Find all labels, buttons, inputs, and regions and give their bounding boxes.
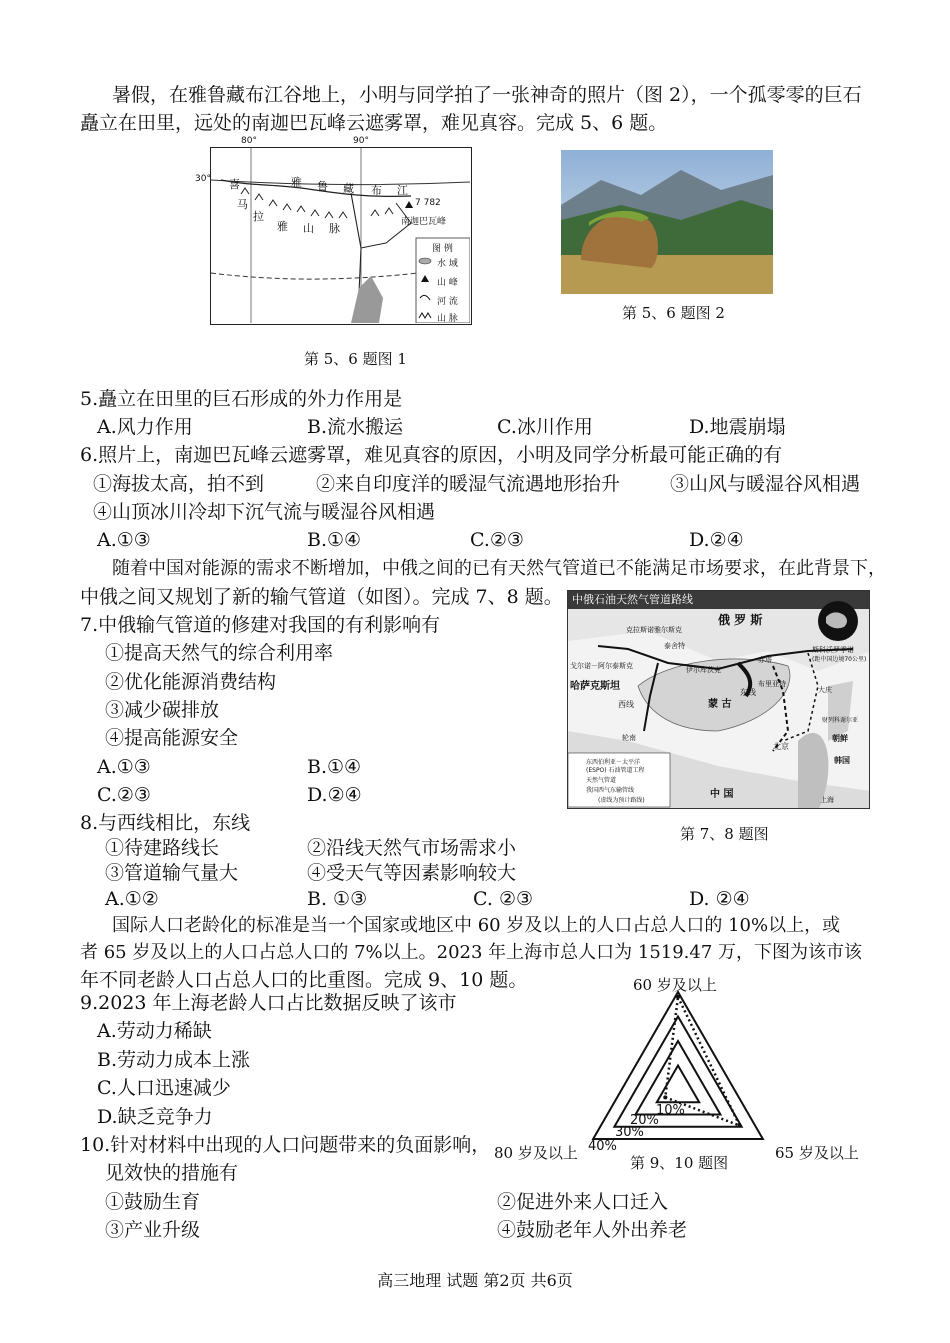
peak-height: 7 782 — [415, 198, 441, 208]
q6-item-3: ③山风与暖湿谷风相遇 — [670, 473, 861, 495]
legend-peak: 山 峰 — [437, 278, 458, 288]
q10-item-4: ④鼓励老年人外出养老 — [497, 1219, 688, 1241]
label-south-korea: 韩国 — [834, 756, 850, 765]
label-russia: 俄 罗 斯 — [718, 613, 763, 627]
label-buryatia: 布里亚特 — [758, 680, 786, 688]
fig3-caption: 第 7、8 题图 — [680, 825, 769, 843]
label-lunnan: 轮南 — [622, 734, 636, 742]
q6-option-d: D.②④ — [689, 529, 744, 551]
radar-ring-label: 10% — [656, 1103, 685, 1118]
passage3-line1: 国际人口老龄化的标准是当一个国家或地区中 60 岁及以上的人口占总人口的 10%以上，或 — [112, 915, 841, 936]
q8-option-a: A.①② — [105, 888, 159, 910]
label-90: 90° — [353, 136, 369, 146]
label-china: 中 国 — [710, 789, 734, 800]
mtn-char-2: 拉 — [253, 210, 264, 223]
river-char-0: 雅 — [291, 176, 302, 189]
q9-option-c: C.人口迅速减少 — [97, 1077, 231, 1099]
legend-gas: 天然气管道 — [586, 777, 617, 784]
boulder-photo-icon — [561, 150, 773, 294]
q6-option-a: A.①③ — [97, 529, 151, 551]
label-30: 30° — [195, 174, 211, 184]
label-beijing: 北京 — [773, 742, 789, 751]
radar-ring-10 — [657, 1066, 699, 1103]
label-north-korea: 朝鲜 — [832, 734, 848, 743]
label-skovorodino: 斯科沃罗季诺 — [812, 646, 854, 654]
radar-ring-label: 40% — [588, 1139, 617, 1154]
q9-stem: 9.2023 年上海老龄人口占比数据反映了该市 — [80, 992, 457, 1014]
legend-planned: (虚线为预计路线) — [598, 797, 645, 804]
radar-series-point — [663, 1095, 667, 1099]
mtn-char-5: 脉 — [329, 222, 340, 235]
q5-stem: 5.矗立在田里的巨石形成的外力作用是 — [80, 388, 403, 410]
map-pipeline-title: 中俄石油天然气管道路线 — [568, 591, 870, 609]
peak-name: 南迦巴瓦峰 — [401, 217, 447, 227]
river-char-3: 布 — [371, 184, 382, 197]
river-char-4: 江 — [397, 184, 408, 197]
map-pipeline — [567, 590, 870, 809]
label-krasnoyarsk: 克拉斯诺雅尔斯克 — [626, 626, 682, 634]
river-char-2: 藏 — [343, 182, 354, 195]
passage3-line3: 年不同老龄人口占总人口的比重图。完成 9、10 题。 — [80, 969, 528, 991]
q6-item-1: ①海拔太高，拍不到 — [93, 473, 265, 495]
q7-option-a: A.①③ — [97, 756, 151, 778]
label-daqing: 大庆 — [818, 686, 832, 694]
q9-option-b: B.劳动力成本上涨 — [97, 1049, 251, 1071]
q7-item-3: ③减少碳排放 — [105, 699, 220, 721]
page-footer: 高三地理 试题 第2页 共6页 — [377, 1271, 573, 1290]
label-irkutsk: 伊尔库茨克 — [686, 666, 721, 674]
q10-item-3: ③产业升级 — [105, 1219, 201, 1241]
q7-stem: 7.中俄输气管道的修建对我国的有利影响有 — [80, 614, 441, 636]
passage3-line2: 者 65 岁及以上的人口占总人口的 7%以上。2023 年上海市总人口为 1519.47 万，下图为该市该 — [80, 942, 863, 963]
label-gorno-altaysk: 戈尔诺－阿尔泰斯克 — [570, 662, 633, 670]
legend-espo-1: 东西伯利亚－太平洋 — [586, 759, 641, 766]
legend-espo-2: (ESPO) 石油管道工程 — [586, 767, 645, 774]
map-yarlung-tsangpo — [195, 136, 472, 325]
legend-mountain: 山 脉 — [437, 314, 458, 324]
peak-icon — [405, 201, 413, 208]
q7-option-c: C.②③ — [97, 784, 151, 806]
q10-item-2: ②促进外来人口迁入 — [497, 1191, 669, 1213]
label-chita: 赤塔 — [758, 656, 772, 664]
mtn-char-4: 山 — [303, 222, 314, 235]
q6-option-b: B.①④ — [307, 529, 362, 551]
label-shanghai: 上海 — [820, 796, 834, 804]
q8-option-b: B. ①③ — [307, 888, 368, 910]
legend-title: 图 例 — [432, 244, 453, 254]
radar-axis-label: 65 岁及以上 — [775, 1144, 859, 1162]
radar-axis-label: 80 岁及以上 — [494, 1144, 578, 1162]
q8-item-2: ②沿线天然气市场需求小 — [307, 837, 517, 859]
q8-option-d: D. ②④ — [689, 888, 750, 910]
radar-svg — [490, 972, 870, 1177]
q8-option-c: C. ②③ — [473, 888, 534, 910]
label-west-line: 西线 — [618, 700, 634, 709]
label-east-line: 东线 — [740, 688, 756, 697]
aging-radar-chart — [490, 972, 870, 1177]
radar-series-point — [738, 1124, 742, 1128]
q10-stem-line2: 见效快的措施有 — [105, 1162, 239, 1184]
passage1-line1: 暑假，在雅鲁藏布江谷地上，小明与同学拍了一张神奇的照片（图 2），一个孤零零的巨石 — [112, 84, 862, 106]
q8-item-1: ①待建路线长 — [105, 837, 220, 859]
label-seaport: 财列科谢尔亚 — [822, 717, 859, 724]
fig1-caption: 第 5、6 题图 1 — [304, 350, 407, 368]
q7-item-4: ④提高能源安全 — [105, 727, 239, 749]
q8-item-4: ④受天气等因素影响较大 — [307, 862, 517, 884]
water-body — [351, 276, 383, 323]
label-border-distance: (距中国边境70公里) — [812, 656, 867, 663]
label-kazakhstan: 哈萨克斯坦 — [570, 681, 620, 692]
q5-option-a: A.风力作用 — [97, 416, 193, 438]
q10-stem-line1: 10.针对材料中出现的人口问题带来的负面影响， — [80, 1134, 491, 1156]
radar-ring-label: 30% — [615, 1125, 644, 1140]
mtn-char-1: 马 — [237, 198, 248, 211]
q6-stem: 6.照片上，南迦巴瓦峰云遮雾罩，难见真容的原因，小明及同学分析最可能正确的有 — [80, 444, 783, 466]
label-taishet: 泰舍特 — [664, 642, 685, 650]
q7-option-b: B.①④ — [307, 756, 362, 778]
q7-option-d: D.②④ — [307, 784, 362, 806]
label-80: 80° — [241, 136, 257, 146]
q7-item-1: ①提高天然气的综合利用率 — [105, 642, 334, 664]
map-svg — [211, 148, 470, 323]
passage2-line2: 中俄之间又规划了新的输气管道（如图）。完成 7、8 题。 — [80, 586, 563, 608]
radar-ring-label: 20% — [630, 1113, 659, 1128]
mtn-char-3: 雅 — [277, 220, 288, 233]
fig2-caption: 第 5、6 题图 2 — [622, 304, 725, 322]
legend-water: 水 域 — [437, 259, 458, 269]
q6-item-4: ④山顶冰川冷却下沉气流与暖湿谷风相遇 — [93, 501, 436, 523]
q8-stem: 8.与西线相比，东线 — [80, 812, 251, 834]
passage1-line2: 矗立在田里，远处的南迦巴瓦峰云遮雾罩，难见真容。完成 5、6 题。 — [80, 112, 668, 134]
q9-option-d: D.缺乏竞争力 — [97, 1106, 213, 1128]
q6-option-c: C.②③ — [470, 529, 524, 551]
q9-option-a: A.劳动力稀缺 — [97, 1020, 212, 1042]
legend-river: 河 流 — [437, 297, 458, 307]
passage2-line1: 随着中国对能源的需求不断增加，中俄之间的已有天然气管道已不能满足市场要求，在此背景下， — [112, 558, 886, 579]
q5-option-d: D.地震崩塌 — [689, 416, 786, 438]
q5-option-c: C.冰川作用 — [497, 416, 593, 438]
radar-axis-label: 60 岁及以上 — [633, 976, 717, 994]
mtn-char-0: 喜 — [229, 178, 240, 191]
legend-west-east: 我国西气东输管线 — [586, 787, 635, 794]
q7-item-2: ②优化能源消费结构 — [105, 671, 277, 693]
q5-option-b: B.流水搬运 — [307, 416, 404, 438]
label-mongolia: 蒙 古 — [708, 699, 732, 710]
radar-series-point — [676, 995, 680, 999]
q10-item-1: ①鼓励生育 — [105, 1191, 201, 1213]
legend-water-icon — [419, 258, 431, 264]
river-char-1: 鲁 — [317, 180, 328, 193]
q8-item-3: ③管道输气量大 — [105, 862, 239, 884]
q6-item-2: ②来自印度洋的暖湿气流遇地形抬升 — [316, 473, 621, 495]
radar-caption: 第 9、10 题图 — [630, 1154, 729, 1172]
